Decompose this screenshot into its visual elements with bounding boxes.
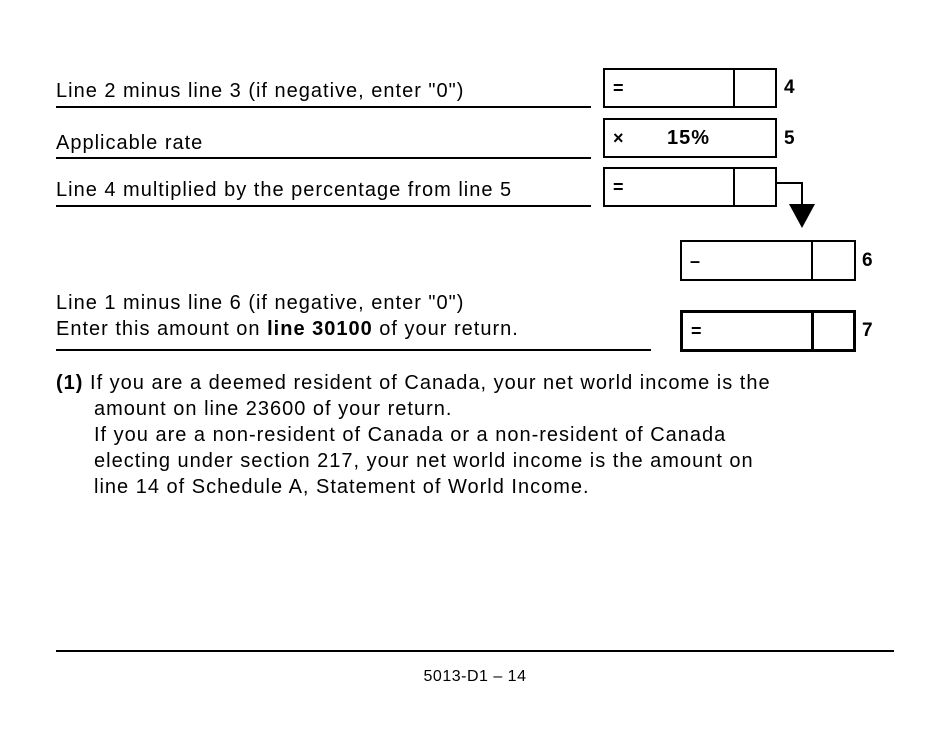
line-5-number: 5 — [784, 128, 795, 149]
line-7-number: 7 — [862, 320, 873, 341]
line-30100-reference: line 30100 — [267, 318, 373, 340]
cents-divider — [811, 313, 814, 349]
line-7-label-pre: Enter this amount on — [56, 318, 268, 340]
line-7-rule — [56, 349, 651, 351]
footnote — [56, 370, 906, 500]
footnote-line-1 — [56, 372, 771, 394]
line-4-label: Line 2 minus line 3 (if negative, enter "0") — [56, 80, 465, 102]
line-6-operator: – — [690, 250, 701, 271]
line-7-amount-field[interactable] — [680, 310, 856, 352]
line-4-amount-field[interactable] — [603, 68, 777, 108]
line-5b-amount-field[interactable] — [603, 167, 777, 207]
carry-down-arrow-icon — [770, 178, 830, 233]
line-5b-label: Line 4 multiplied by the percentage from line 5 — [56, 179, 513, 201]
line-4-rule — [56, 106, 591, 108]
footnote-text-1: If you are a deemed resident of Canada, your net world income is the — [83, 372, 771, 394]
line-5-rate-value: 15% — [667, 127, 711, 149]
footnote-line-4: electing under section 217, your net world income is the amount on — [94, 450, 754, 472]
line-5-operator: × — [613, 128, 624, 148]
line-6-number: 6 — [862, 250, 873, 271]
cents-divider — [733, 169, 735, 205]
footnote-line-3: If you are a non-resident of Canada or a non-resident of Canada — [94, 424, 727, 446]
line-4-operator: = — [613, 78, 624, 98]
line-6-amount-field[interactable] — [680, 240, 856, 281]
line-5-rate-field — [603, 118, 777, 158]
line-7-label-post: of your return. — [372, 318, 519, 340]
line-7-label-1: Line 1 minus line 6 (if negative, enter "0") — [56, 292, 465, 314]
line-5b-operator: = — [613, 177, 624, 197]
footnote-line-5: line 14 of Schedule A, Statement of World Income. — [94, 476, 590, 498]
line-7-label-2 — [56, 316, 519, 342]
line-5-label: Applicable rate — [56, 132, 204, 154]
form-page-code: 5013-D1 – 14 — [423, 668, 527, 685]
line-5b-rule — [56, 205, 591, 207]
footnote-marker: (1) — [56, 372, 84, 394]
line-5-rule — [56, 157, 591, 159]
line-7-operator: = — [691, 321, 702, 341]
footer-divider — [56, 650, 894, 652]
line-4-number: 4 — [784, 77, 795, 98]
footnote-line-2: amount on line 23600 of your return. — [94, 398, 453, 420]
cents-divider — [733, 70, 735, 106]
cents-divider — [811, 242, 813, 279]
